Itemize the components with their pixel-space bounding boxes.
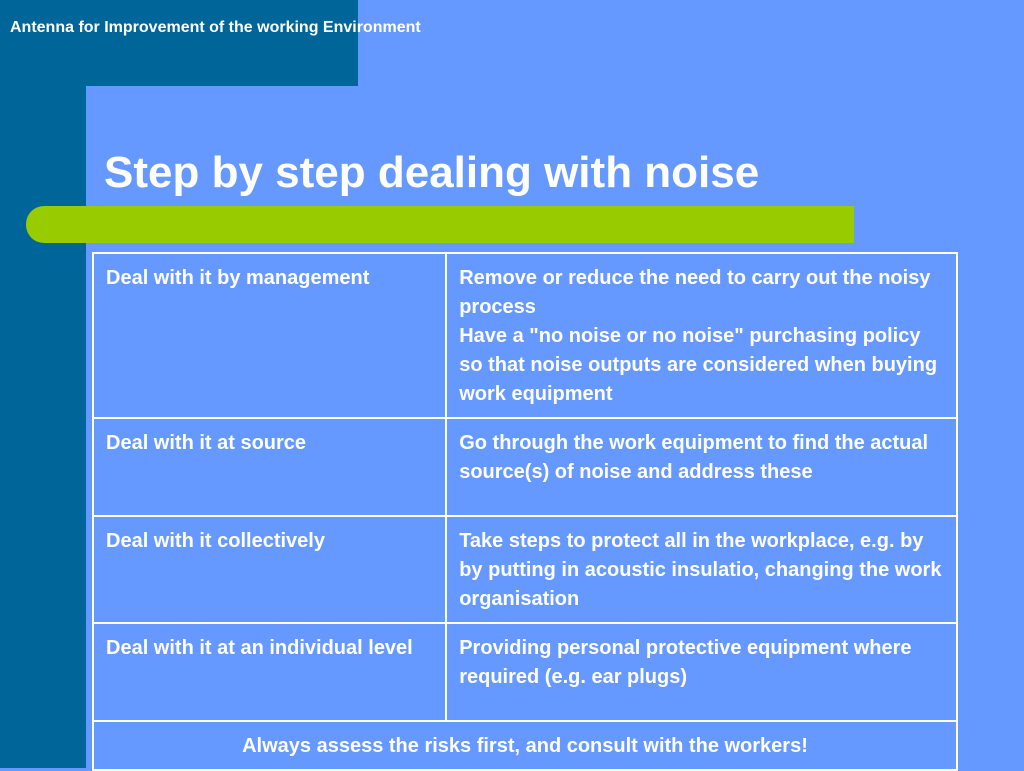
step-detail-line: Providing personal protective equipment where required (e.g. ear plugs) — [459, 637, 912, 688]
step-action: Deal with it at source — [93, 418, 446, 516]
step-detail-line: Go through the work equipment to find the actual source(s) of noise and address these — [459, 432, 929, 483]
corner-curve — [86, 86, 126, 126]
step-detail — [446, 418, 957, 516]
accent-bar — [26, 206, 854, 243]
step-detail — [446, 253, 957, 418]
step-detail — [446, 516, 957, 623]
step-detail-line: Remove or reduce the need to carry out the noisy process — [459, 267, 931, 318]
header-text: Antenna for Improvement of the working Environment — [10, 19, 421, 36]
table-row — [93, 253, 957, 418]
step-detail — [446, 623, 957, 721]
slide-title: Step by step dealing with noise — [104, 148, 760, 197]
step-action: Deal with it collectively — [93, 516, 446, 623]
table-footer-row — [93, 721, 957, 770]
table-footer: Always assess the risks first, and consult with the workers! — [93, 721, 957, 770]
step-detail-line: Take steps to protect all in the workplace, e.g. by by putting in acoustic insulatio, changing the work organisation — [459, 530, 942, 610]
step-action: Deal with it at an individual level — [93, 623, 446, 721]
table-row — [93, 418, 957, 516]
left-decor-band — [0, 0, 86, 768]
step-action: Deal with it by management — [93, 253, 446, 418]
steps-table — [92, 252, 958, 771]
table-row — [93, 516, 957, 623]
table-row — [93, 623, 957, 721]
step-detail-line: Have a "no noise or no noise" purchasing policy so that noise outputs are considered when buying work equipment — [459, 325, 938, 405]
top-decor-band — [0, 0, 358, 86]
